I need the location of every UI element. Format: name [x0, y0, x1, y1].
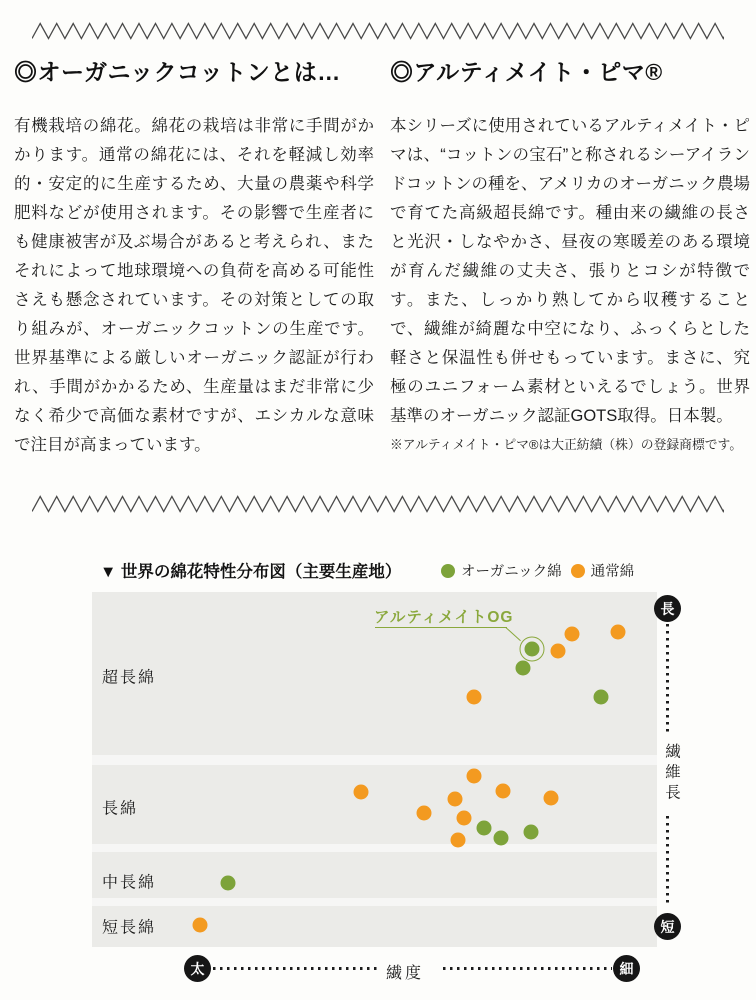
plot-band [92, 898, 657, 906]
y-axis-dotted-line-lower [666, 816, 669, 904]
data-point-normal [353, 784, 368, 799]
article-heading-ultimate-pima: ◎アルティメイト・ピマ® [390, 59, 663, 85]
row-label: 中長綿 [102, 874, 157, 892]
data-point-normal [417, 806, 432, 821]
x-axis-dotted-line-right [443, 967, 612, 970]
data-point-organic-annotated [525, 642, 540, 657]
zigzag-divider-middle [32, 495, 724, 513]
data-point-organic [494, 831, 509, 846]
y-axis-top-badge: 長 [654, 595, 681, 622]
row-label: 短長綿 [102, 919, 157, 937]
y-axis-label: 繊維長 [663, 743, 680, 805]
y-axis-dotted-line-upper [666, 624, 669, 732]
annotation-pointer-line [505, 627, 521, 641]
scatter-plot-area [92, 592, 657, 947]
data-point-normal [192, 917, 207, 932]
x-axis-left-badge: 太 [184, 955, 211, 982]
annotation-ultimate-og-label: アルティメイトOG [374, 609, 514, 626]
data-point-normal [451, 833, 466, 848]
data-point-organic [594, 690, 609, 705]
data-point-normal [543, 790, 558, 805]
chart-title: ▼ 世界の綿花特性分布図（主要生産地） [100, 563, 402, 581]
data-point-normal [564, 626, 579, 641]
data-point-normal [447, 791, 462, 806]
legend-item-organic [441, 560, 562, 581]
data-point-normal [495, 784, 510, 799]
zigzag-divider-top [32, 22, 724, 40]
data-point-normal [466, 768, 481, 783]
data-point-normal [551, 643, 566, 658]
plot-band [92, 755, 657, 765]
article-organic-cotton [14, 56, 374, 460]
row-label: 超長綿 [102, 669, 157, 687]
data-point-normal [456, 811, 471, 826]
article-ultimate-pima [390, 56, 750, 454]
legend-label-organic: オーガニック綿 [461, 564, 562, 580]
data-point-normal [611, 625, 626, 640]
article-body-ultimate-pima: 本シリーズに使用されているアルティメイト・ピマは、“コットンの宝石”と称されるシーアイランドコットンの種を、アメリカのオーガニック農場で育てた高級超長綿です。種由来の繊維の長さと光沢・しなやかさ、昼夜の寒暖差のある環境が育んだ繊維の丈夫さ、張りとコシが特徴です。また、しっかり熟してから収穫することで、繊維が綺麗な中空になり、ふっくらとした軽さと保温性も併せもっています。まさに、究極のユニフォーム素材といえるでしょう。世界基準のオーガニック認証GOTS取得。日本製。 [390, 117, 750, 425]
data-point-organic [516, 660, 531, 675]
article-heading-organic-cotton: ◎オーガニックコットンとは… [14, 59, 341, 85]
data-point-normal [466, 690, 481, 705]
normal-dot-icon [571, 564, 585, 578]
organic-dot-icon [441, 564, 455, 578]
x-axis-right-badge: 細 [613, 955, 640, 982]
x-axis-label: 繊度 [386, 965, 425, 982]
row-label: 長綿 [102, 800, 139, 818]
article-body-organic-cotton: 有機栽培の綿花。綿花の栽培は非常に手間がかかります。通常の綿花には、それを軽減し効率的・安定的に生産するため、大量の農薬や科学肥料などが使用されます。その影響で生産者にも健康被害が及ぶ場合があると考えられ、またそれによって地球環境への負荷を高める可能性さえも懸念されています。その対策としての取り組みが、オーガニックコットンの生産です。世界基準による厳しいオーガニック認証が行われ、手間がかかるため、生産量はまだ非常に少なく希少で高価な素材ですが、エシカルな意味で注目が高まっています。 [14, 117, 374, 454]
y-axis-bottom-badge: 短 [654, 913, 681, 940]
trademark-footnote: ※アルティメイト・ピマ®は大正紡績（株）の登録商標です。 [390, 437, 743, 452]
annotation-underline [375, 627, 507, 628]
chart-legend [441, 560, 634, 581]
x-axis-dotted-line-left [213, 967, 378, 970]
legend-item-normal [571, 560, 635, 581]
data-point-organic [221, 876, 236, 891]
data-point-organic [524, 824, 539, 839]
legend-label-normal: 通常綿 [590, 564, 635, 580]
data-point-organic [477, 821, 492, 836]
annotation-ring [520, 637, 545, 662]
plot-band [92, 844, 657, 852]
